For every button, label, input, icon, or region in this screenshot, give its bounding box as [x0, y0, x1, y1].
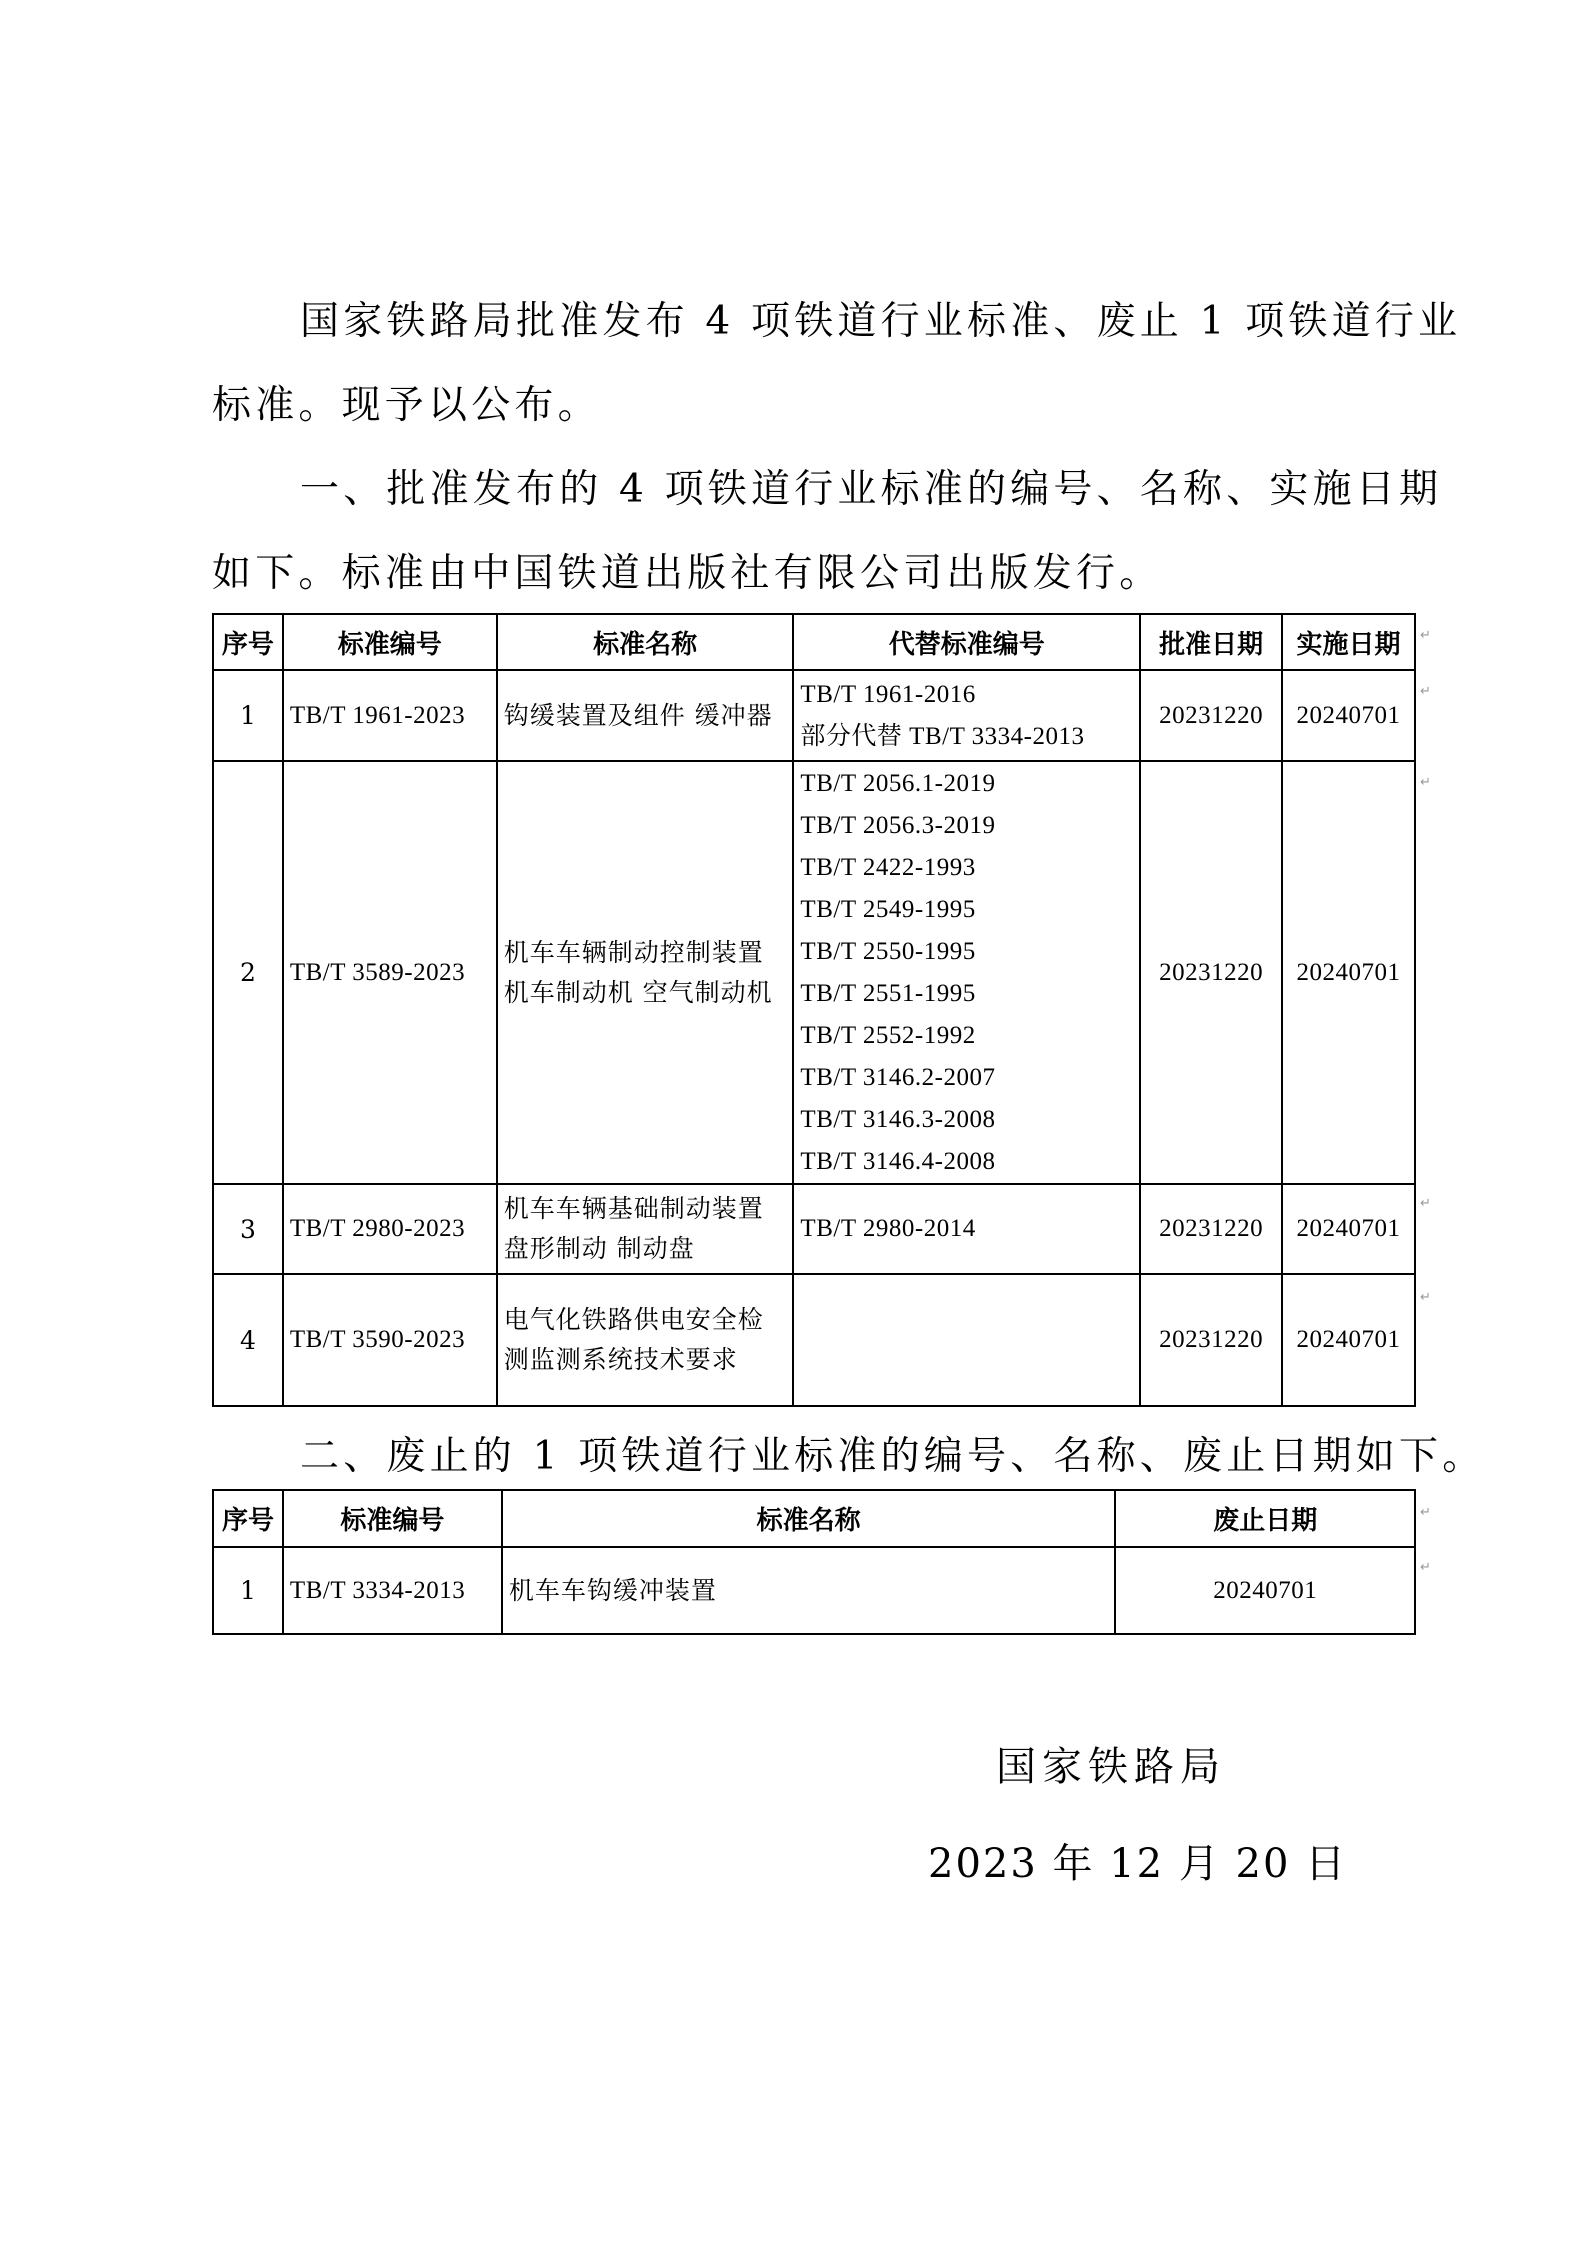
table2-header-row: [213, 1490, 1415, 1547]
replaces-item: 部分代替 TB/T 3334-2013: [800, 722, 1085, 750]
name-cell: 机车车钩缓冲装置: [502, 1547, 1116, 1634]
paragraph-mark-icon: ↵: [1420, 1196, 1431, 1211]
replaces-cell: [793, 1184, 1140, 1274]
section2-paragraph: [212, 1415, 1486, 1499]
replaces-cell: [793, 761, 1140, 1184]
code-cell: TB/T 2980-2023: [283, 1184, 497, 1274]
intro-paragraph: [212, 280, 1462, 448]
header-seq: 序号: [213, 614, 283, 670]
replaces-item: TB/T 2056.1-2019: [800, 769, 996, 797]
approved-standards-table: [212, 613, 1416, 1407]
replaces-cell: [793, 670, 1140, 761]
table-row: [213, 1184, 1415, 1274]
seq-cell: 4: [213, 1274, 283, 1406]
approved-date-cell: 20231220: [1140, 1184, 1282, 1274]
effective-date-cell: 20240701: [1282, 761, 1415, 1184]
name-cell: 钩缓装置及组件 缓冲器: [497, 670, 794, 761]
name-cell: 电气化铁路供电安全检测监测系统技术要求: [497, 1274, 794, 1406]
replaces-item: TB/T 2551-1995: [800, 979, 976, 1007]
replaces-item: TB/T 3146.4-2008: [800, 1147, 996, 1175]
replaces-item: TB/T 2552-1992: [800, 1021, 976, 1049]
name-cell: 机车车辆制动控制装置 机车制动机 空气制动机: [497, 761, 794, 1184]
header-code: 标准编号: [283, 614, 497, 670]
table-row: [213, 670, 1415, 761]
table-row: [213, 761, 1415, 1184]
header-replaces: 代替标准编号: [793, 614, 1140, 670]
replaces-item: TB/T 1961-2016: [800, 680, 976, 708]
code-cell: TB/T 3590-2023: [283, 1274, 497, 1406]
approved-date-cell: 20231220: [1140, 761, 1282, 1184]
paragraph-mark-icon: ↵: [1420, 775, 1431, 790]
effective-date-cell: 20240701: [1282, 1184, 1415, 1274]
header-effective-date: 实施日期: [1282, 614, 1415, 670]
seq-cell: 1: [213, 670, 283, 761]
seq-cell: 2: [213, 761, 283, 1184]
header-abolished-date: 废止日期: [1115, 1490, 1415, 1547]
effective-date-cell: 20240701: [1282, 1274, 1415, 1406]
paragraph-mark-icon: ↵: [1420, 1290, 1431, 1305]
header-seq: 序号: [213, 1490, 283, 1547]
abolished-date-cell: 20240701: [1115, 1547, 1415, 1634]
section1-paragraph: [212, 448, 1443, 616]
code-cell: TB/T 3589-2023: [283, 761, 497, 1184]
section1-line-2: 如下。标准由中国铁道出版社有限公司出版发行。: [212, 551, 1163, 596]
abolished-standards-table: [212, 1489, 1416, 1635]
table-row: [213, 1547, 1415, 1634]
seq-cell: 3: [213, 1184, 283, 1274]
header-name: 标准名称: [497, 614, 794, 670]
effective-date-cell: 20240701: [1282, 670, 1415, 761]
replaces-item: TB/T 3146.3-2008: [800, 1105, 996, 1133]
section1-line-1: 一、批准发布的 4 项铁道行业标准的编号、名称、实施日期: [300, 467, 1443, 512]
code-cell: TB/T 1961-2023: [283, 670, 497, 761]
paragraph-mark-icon: ↵: [1420, 628, 1431, 643]
header-name: 标准名称: [502, 1490, 1116, 1547]
replaces-item: TB/T 2549-1995: [800, 895, 976, 923]
section2-line-1: 二、废止的 1 项铁道行业标准的编号、名称、废止日期如下。: [300, 1434, 1486, 1479]
replaces-item: TB/T 2550-1995: [800, 937, 976, 965]
intro-line-1: 国家铁路局批准发布 4 项铁道行业标准、废止 1 项铁道行业: [300, 299, 1462, 344]
approved-date-cell: 20231220: [1140, 670, 1282, 761]
replaces-cell: [793, 1274, 1140, 1406]
header-approved-date: 批准日期: [1140, 614, 1282, 670]
paragraph-mark-icon: ↵: [1420, 684, 1431, 699]
paragraph-mark-icon: ↵: [1420, 1505, 1431, 1520]
table1-header-row: [213, 614, 1415, 670]
header-code: 标准编号: [283, 1490, 502, 1547]
seq-cell: 1: [213, 1547, 283, 1634]
intro-line-2: 标准。现予以公布。: [212, 383, 601, 428]
approved-date-cell: 20231220: [1140, 1274, 1282, 1406]
paragraph-mark-icon: ↵: [1420, 1560, 1431, 1575]
issue-date: 2023 年 12 月 20 日: [928, 1841, 1348, 1887]
replaces-item: TB/T 3146.2-2007: [800, 1063, 996, 1091]
replaces-item: TB/T 2422-1993: [800, 853, 976, 881]
name-cell: 机车车辆基础制动装置 盘形制动 制动盘: [497, 1184, 794, 1274]
table-row: [213, 1274, 1415, 1406]
code-cell: TB/T 3334-2013: [283, 1547, 502, 1634]
replaces-item: TB/T 2980-2014: [800, 1215, 976, 1242]
replaces-item: TB/T 2056.3-2019: [800, 811, 996, 839]
issuing-organization: 国家铁路局: [996, 1744, 1226, 1790]
